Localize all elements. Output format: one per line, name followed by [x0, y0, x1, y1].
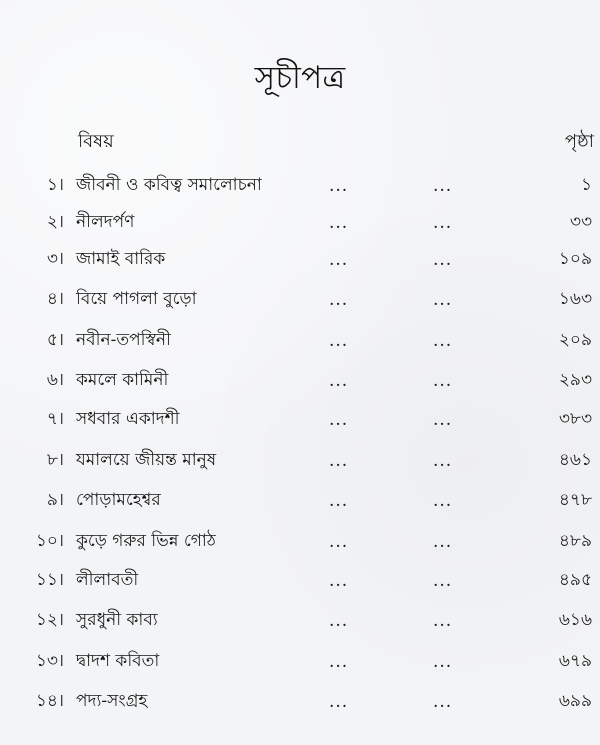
toc-entry — [0, 171, 600, 201]
entry-page-number: ৬৯৯ — [558, 691, 592, 711]
column-header-subject: বিষয় — [78, 131, 114, 152]
leader-dots: ... — [433, 532, 453, 552]
entry-page-number: ৪৬১ — [558, 450, 592, 470]
entry-page-number: ২৯৩ — [558, 370, 592, 390]
entry-number: ১০। — [35, 531, 64, 551]
entry-title: লীলাবতী — [76, 570, 139, 590]
entry-number: ১। — [46, 175, 64, 195]
entry-page-number: ১৬৩ — [558, 289, 592, 309]
leader-dots: ... — [433, 571, 453, 591]
entry-title: দ্বাদশ কবিতা — [76, 651, 160, 671]
entry-title: পদ্য-সংগ্রহ — [76, 691, 148, 711]
entry-number: ১৩। — [35, 651, 64, 671]
leader-dots: ... — [433, 331, 453, 351]
leader-dots: ... — [433, 611, 453, 631]
leader-dots: ... — [433, 290, 453, 310]
leader-dots: ... — [433, 692, 453, 712]
leader-dots: ... — [433, 213, 453, 233]
leader-dots: ... — [329, 571, 349, 591]
leader-dots: ... — [329, 176, 349, 196]
entry-number: ১২। — [35, 610, 64, 630]
toc-entry — [0, 687, 600, 717]
entry-page-number: ৬১৬ — [558, 610, 592, 630]
leader-dots: ... — [433, 250, 453, 270]
entry-number: ১১। — [35, 570, 64, 590]
entry-page-number: ৪৯৫ — [558, 570, 592, 590]
entry-page-number: ৪৮৯ — [558, 531, 592, 551]
entry-title: সুরধুনী কাব্য — [76, 610, 158, 630]
toc-entry — [0, 446, 600, 476]
leader-dots: ... — [329, 532, 349, 552]
entry-number: ৩। — [46, 249, 64, 269]
entry-title: কুড়ে গরুর ভিন্ন গোঠ — [76, 531, 216, 551]
leader-dots: ... — [329, 371, 349, 391]
leader-dots: ... — [329, 451, 349, 471]
toc-entry — [0, 566, 600, 596]
toc-entry — [0, 405, 600, 435]
toc-entry — [0, 486, 600, 516]
entry-title: সধবার একাদশী — [76, 409, 180, 429]
leader-dots: ... — [329, 250, 349, 270]
leader-dots: ... — [433, 451, 453, 471]
entry-page-number: ১ — [580, 175, 592, 195]
leader-dots: ... — [329, 652, 349, 672]
leader-dots: ... — [329, 410, 349, 430]
toc-entry — [0, 647, 600, 677]
entry-title: জীবনী ও কবিত্ব সমালোচনা — [76, 175, 262, 195]
entry-number: ৫। — [46, 330, 64, 350]
entry-number: ৮। — [46, 450, 64, 470]
toc-entry — [0, 527, 600, 557]
toc-entry — [0, 208, 600, 238]
entry-title: নীলদর্পণ — [76, 212, 135, 232]
toc-entry — [0, 285, 600, 315]
entry-title: বিয়ে পাগলা বুড়ো — [76, 289, 197, 309]
leader-dots: ... — [433, 652, 453, 672]
leader-dots: ... — [329, 331, 349, 351]
entry-title: পোড়ামহেশ্বর — [76, 490, 161, 510]
entry-number: ১৪। — [35, 691, 64, 711]
toc-entry — [0, 606, 600, 636]
entry-number: ৯। — [46, 490, 64, 510]
entry-number: ২। — [46, 212, 64, 232]
column-header-page: পৃষ্ঠা — [564, 131, 594, 152]
entry-number: ৪। — [46, 289, 64, 309]
entry-number: ৬। — [46, 370, 64, 390]
leader-dots: ... — [433, 410, 453, 430]
leader-dots: ... — [329, 491, 349, 511]
entry-title: নবীন-তপস্বিনী — [76, 330, 171, 350]
entry-title: কমলে কামিনী — [76, 370, 169, 390]
entry-number: ৭। — [46, 409, 64, 429]
entry-title: যমালয়ে জীয়ন্ত মানুষ — [76, 450, 217, 470]
page-title: সূচীপত্র — [254, 60, 346, 96]
leader-dots: ... — [329, 290, 349, 310]
entry-title: জামাই বারিক — [76, 249, 166, 269]
leader-dots: ... — [433, 176, 453, 196]
entry-page-number: ৪৭৮ — [558, 490, 592, 510]
toc-entry — [0, 245, 600, 275]
toc-entry — [0, 366, 600, 396]
leader-dots: ... — [329, 213, 349, 233]
leader-dots: ... — [329, 611, 349, 631]
entry-page-number: ৬৭৯ — [558, 651, 592, 671]
entry-page-number: ১০৯ — [558, 249, 592, 269]
entry-page-number: ৩৮৩ — [558, 409, 592, 429]
leader-dots: ... — [433, 371, 453, 391]
toc-entry — [0, 326, 600, 356]
leader-dots: ... — [433, 491, 453, 511]
entry-page-number: ২০৯ — [558, 330, 592, 350]
leader-dots: ... — [329, 692, 349, 712]
entry-page-number: ৩৩ — [569, 212, 592, 232]
